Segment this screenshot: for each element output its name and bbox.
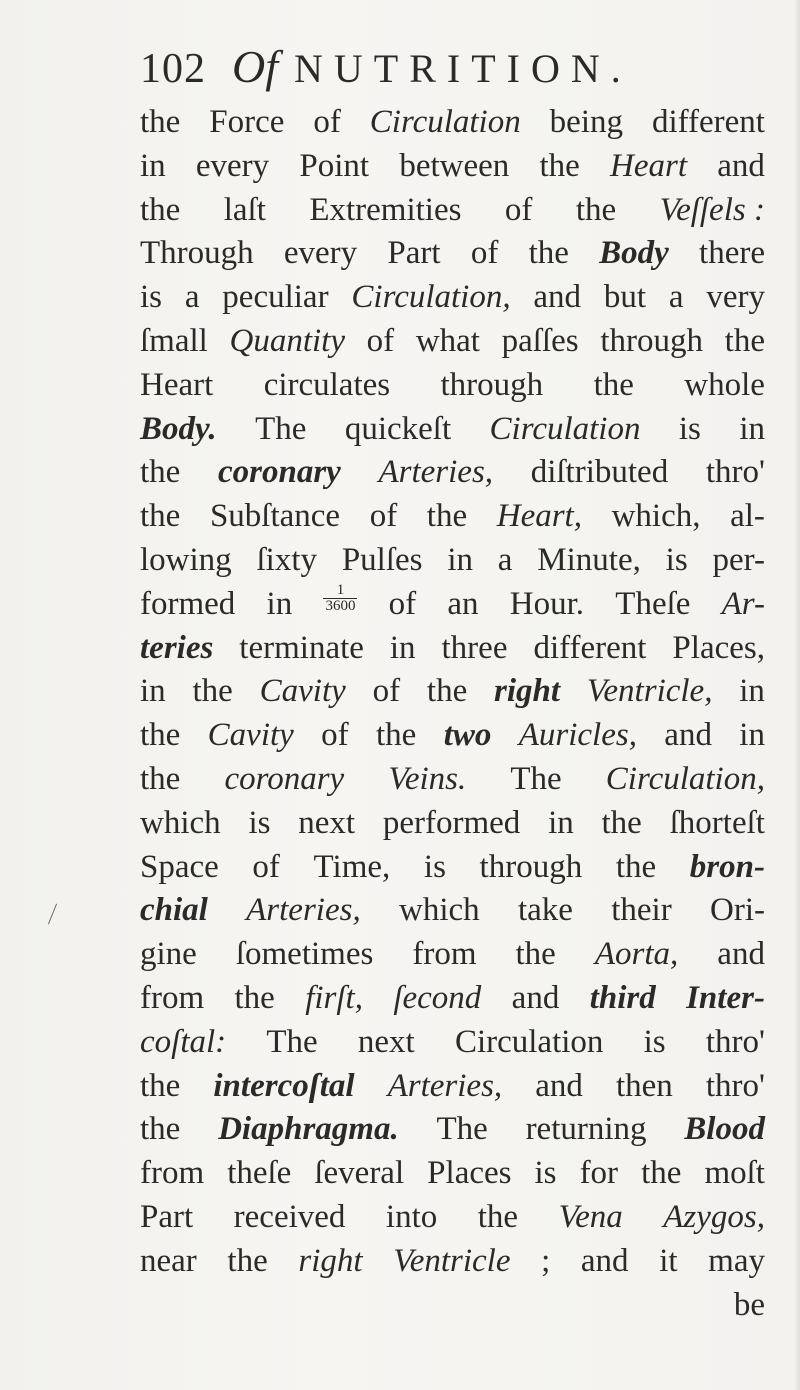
word: every (195, 147, 270, 184)
text-line (140, 101, 765, 145)
fraction (323, 583, 357, 627)
word: every (283, 235, 358, 272)
word: and (717, 936, 765, 973)
word: the (140, 717, 181, 754)
word: of (388, 585, 417, 622)
word: in (739, 410, 765, 447)
word: and (511, 979, 560, 1016)
word: different (651, 104, 765, 140)
word: Ori- (710, 892, 765, 929)
word: moſt (704, 1155, 765, 1192)
word: in (140, 673, 166, 710)
text-line (140, 933, 765, 977)
word: laſt (223, 191, 266, 228)
word: quickeſt (344, 410, 452, 447)
word: an (447, 585, 479, 622)
word: a (668, 279, 684, 316)
word: Subſtance (209, 498, 341, 535)
word: performed (382, 804, 521, 841)
word: Circulation (454, 1023, 604, 1060)
word: there (699, 235, 765, 272)
emphasized-word: Circulation, (605, 760, 765, 797)
word: near (140, 1242, 197, 1279)
word: the (515, 936, 556, 973)
word: take (517, 892, 573, 929)
text-line (140, 451, 765, 495)
word: Pulſes (341, 541, 423, 578)
word: theſe (227, 1155, 292, 1192)
emphasized-word: firſt, (305, 979, 363, 1016)
emphasized-word: right (494, 673, 561, 710)
word: of (252, 848, 280, 885)
word: the (528, 235, 569, 272)
word: very (706, 279, 765, 316)
text-line (140, 1065, 765, 1109)
word: terminate (239, 629, 364, 666)
word: the (140, 104, 181, 140)
word: the (140, 191, 181, 228)
text-line (140, 320, 765, 364)
word: Minute, (537, 541, 641, 578)
word: from (140, 979, 205, 1016)
text-line (140, 889, 765, 933)
word: which (399, 892, 480, 929)
word: Through (140, 235, 254, 272)
word: Point (299, 147, 370, 184)
emphasized-word: coronary (224, 760, 345, 797)
text-line (140, 495, 765, 539)
emphasized-word: Aorta, (594, 936, 679, 973)
word: Part (140, 1198, 194, 1235)
word: diſtributed (530, 454, 669, 491)
emphasized-word: Heart (610, 147, 688, 184)
word: into (385, 1198, 438, 1235)
emphasized-word: ſecond (393, 979, 482, 1016)
word: the (140, 454, 181, 491)
word: paſſes (501, 322, 579, 359)
running-title-of: Of (232, 41, 278, 92)
word: and (533, 279, 582, 316)
word: from (140, 1155, 205, 1192)
word: the (227, 1242, 268, 1279)
word: a (184, 279, 200, 316)
text-line (140, 670, 765, 714)
text-line (140, 846, 765, 890)
word: the (724, 322, 765, 359)
emphasized-word: Veſſels : (659, 191, 765, 228)
word: of (470, 235, 499, 272)
word: is (665, 541, 688, 578)
emphasized-word: Inter- (686, 979, 765, 1016)
word: between (399, 147, 510, 184)
word: which, (611, 498, 701, 535)
emphasized-word: Blood (684, 1111, 765, 1148)
word: the (593, 366, 634, 403)
word: The (510, 760, 562, 797)
emphasized-word: Arteries, (246, 892, 361, 929)
word: ; (541, 1242, 551, 1279)
emphasized-word: bron- (689, 848, 765, 885)
word: may (708, 1242, 765, 1279)
fraction-numerator: 1 (323, 583, 357, 599)
text-line (140, 1152, 765, 1196)
word: in (389, 629, 416, 666)
text-line (140, 145, 765, 189)
emphasized-word: Cavity (207, 717, 294, 754)
text-line (140, 1196, 765, 1240)
word: Theſe (615, 585, 691, 622)
text-line (140, 276, 765, 320)
text-line (140, 977, 765, 1021)
word: of (504, 191, 533, 228)
text-line (140, 232, 765, 276)
text-line (140, 364, 765, 408)
word: of (366, 322, 395, 359)
catchword-line (140, 1284, 765, 1328)
word: Heart (140, 366, 214, 403)
word: Force (209, 104, 285, 140)
emphasized-word: Veins. (388, 760, 467, 797)
word: the (477, 1198, 519, 1235)
emphasized-word: Circulation (489, 410, 641, 447)
text-line (140, 1240, 765, 1284)
word: being (549, 104, 623, 140)
word: thro' (705, 454, 765, 491)
word: the (426, 673, 468, 710)
word: the (140, 1067, 181, 1104)
word: the (140, 1111, 181, 1148)
word: but (603, 279, 647, 316)
word: Places (427, 1155, 512, 1192)
word: returning (525, 1111, 647, 1148)
word: Part (387, 235, 441, 272)
word: ſometimes (235, 936, 374, 973)
emphasized-word: Azygos, (663, 1198, 765, 1235)
margin-pen-mark (48, 904, 57, 925)
word: gine (140, 936, 197, 973)
word: in (447, 541, 473, 578)
emphasized-word: Body (599, 235, 669, 272)
emphasized-word: Arteries, (378, 454, 494, 491)
word: Extremities (309, 191, 462, 228)
text-line (140, 1021, 765, 1065)
text-line (140, 539, 765, 583)
emphasized-word: Quantity (229, 322, 345, 359)
emphasized-word: Body. (140, 410, 217, 447)
emphasized-word: Circulation, (351, 279, 511, 316)
word: the (140, 760, 181, 797)
word: for (579, 1155, 619, 1192)
word: what (415, 322, 480, 359)
word: per- (712, 541, 765, 578)
word: next (298, 804, 356, 841)
word: the (539, 147, 580, 184)
word: through (600, 322, 703, 359)
emphasized-word: Ar- (721, 585, 765, 622)
word: The (266, 1023, 318, 1060)
word: in (739, 717, 765, 754)
word: whole (684, 366, 765, 403)
catchword: be (733, 1286, 765, 1323)
word: in (739, 673, 765, 710)
word: and (664, 717, 712, 754)
word: in (266, 585, 293, 622)
emphasized-word: coronary (217, 454, 341, 491)
emphasized-word: Circulation (369, 104, 521, 140)
text-line (140, 189, 765, 233)
word: it (659, 1242, 678, 1279)
word: then (615, 1067, 673, 1104)
running-title: NUTRITION. (294, 46, 632, 91)
word: The (436, 1111, 488, 1148)
word: through (440, 366, 544, 403)
word: is (423, 848, 446, 885)
word: in (140, 147, 166, 184)
text-line (140, 583, 765, 627)
word: is (643, 1023, 666, 1060)
word: of (372, 673, 401, 710)
word: ſeveral (314, 1155, 405, 1192)
word: ſixty (256, 541, 317, 578)
word: the (234, 979, 275, 1016)
text-line (140, 758, 765, 802)
word: is (534, 1155, 557, 1192)
text-line (140, 408, 765, 452)
word: three (441, 629, 508, 666)
word: from (412, 936, 477, 973)
word: the (641, 1155, 682, 1192)
word: circulates (263, 366, 391, 403)
emphasized-word: Cavity (259, 673, 346, 710)
word: is (678, 410, 701, 447)
text-line (140, 627, 765, 671)
emphasized-word: Ventricle, (586, 673, 713, 710)
word: Time, (313, 848, 391, 885)
emphasized-word: Heart, (496, 498, 582, 535)
word: next (357, 1023, 415, 1060)
word: the (426, 498, 468, 535)
emphasized-word: intercoſtal (213, 1067, 355, 1104)
word: the (140, 498, 181, 535)
word: in (548, 804, 574, 841)
emphasized-word: coſtal: (140, 1023, 227, 1060)
emphasized-word: Vena (558, 1198, 623, 1235)
emphasized-word: teries (140, 629, 214, 666)
word: their (611, 892, 672, 929)
word: of (321, 717, 349, 754)
running-header (140, 40, 632, 100)
word: thro' (705, 1067, 765, 1104)
emphasized-word: chial (140, 892, 208, 929)
word: received (233, 1198, 346, 1235)
word: peculiar (222, 279, 329, 316)
word: the (192, 673, 233, 710)
word: the (376, 717, 417, 754)
emphasized-word: Ventricle (393, 1242, 511, 1279)
emphasized-word: Diaphragma. (218, 1111, 399, 1148)
word: lowing (140, 541, 232, 578)
word: Hour. (509, 585, 585, 622)
word: Space (140, 848, 219, 885)
word: Places, (672, 629, 765, 666)
emphasized-word: Arteries, (387, 1067, 503, 1104)
word: ſhorteſt (669, 804, 765, 841)
text-line (140, 1108, 765, 1152)
word: of (369, 498, 398, 535)
word: is (248, 804, 271, 841)
word: of (313, 104, 341, 140)
emphasized-word: two (443, 717, 492, 754)
word: which (140, 804, 221, 841)
word: formed (140, 585, 236, 622)
emphasized-word: right (298, 1242, 363, 1279)
page-edge-shadow (794, 0, 800, 1390)
word: the (615, 848, 657, 885)
fraction-denominator: 3600 (325, 597, 356, 614)
word: and (717, 147, 765, 184)
word: is (140, 279, 163, 316)
emphasized-word: Auricles, (518, 717, 637, 754)
word: different (533, 629, 647, 666)
word: The (255, 410, 307, 447)
text-line (140, 802, 765, 846)
word: through (479, 848, 583, 885)
text-line (140, 714, 765, 758)
word: the (601, 804, 642, 841)
word: a (497, 541, 513, 578)
body-paragraph (140, 101, 765, 1327)
word: ſmall (140, 322, 208, 359)
word: al- (730, 498, 765, 535)
word: thro' (705, 1023, 765, 1060)
word: the (575, 191, 617, 228)
emphasized-word: third (589, 979, 656, 1016)
word: and (535, 1067, 583, 1104)
page-number: 102 (140, 46, 206, 92)
word: and (580, 1242, 629, 1279)
